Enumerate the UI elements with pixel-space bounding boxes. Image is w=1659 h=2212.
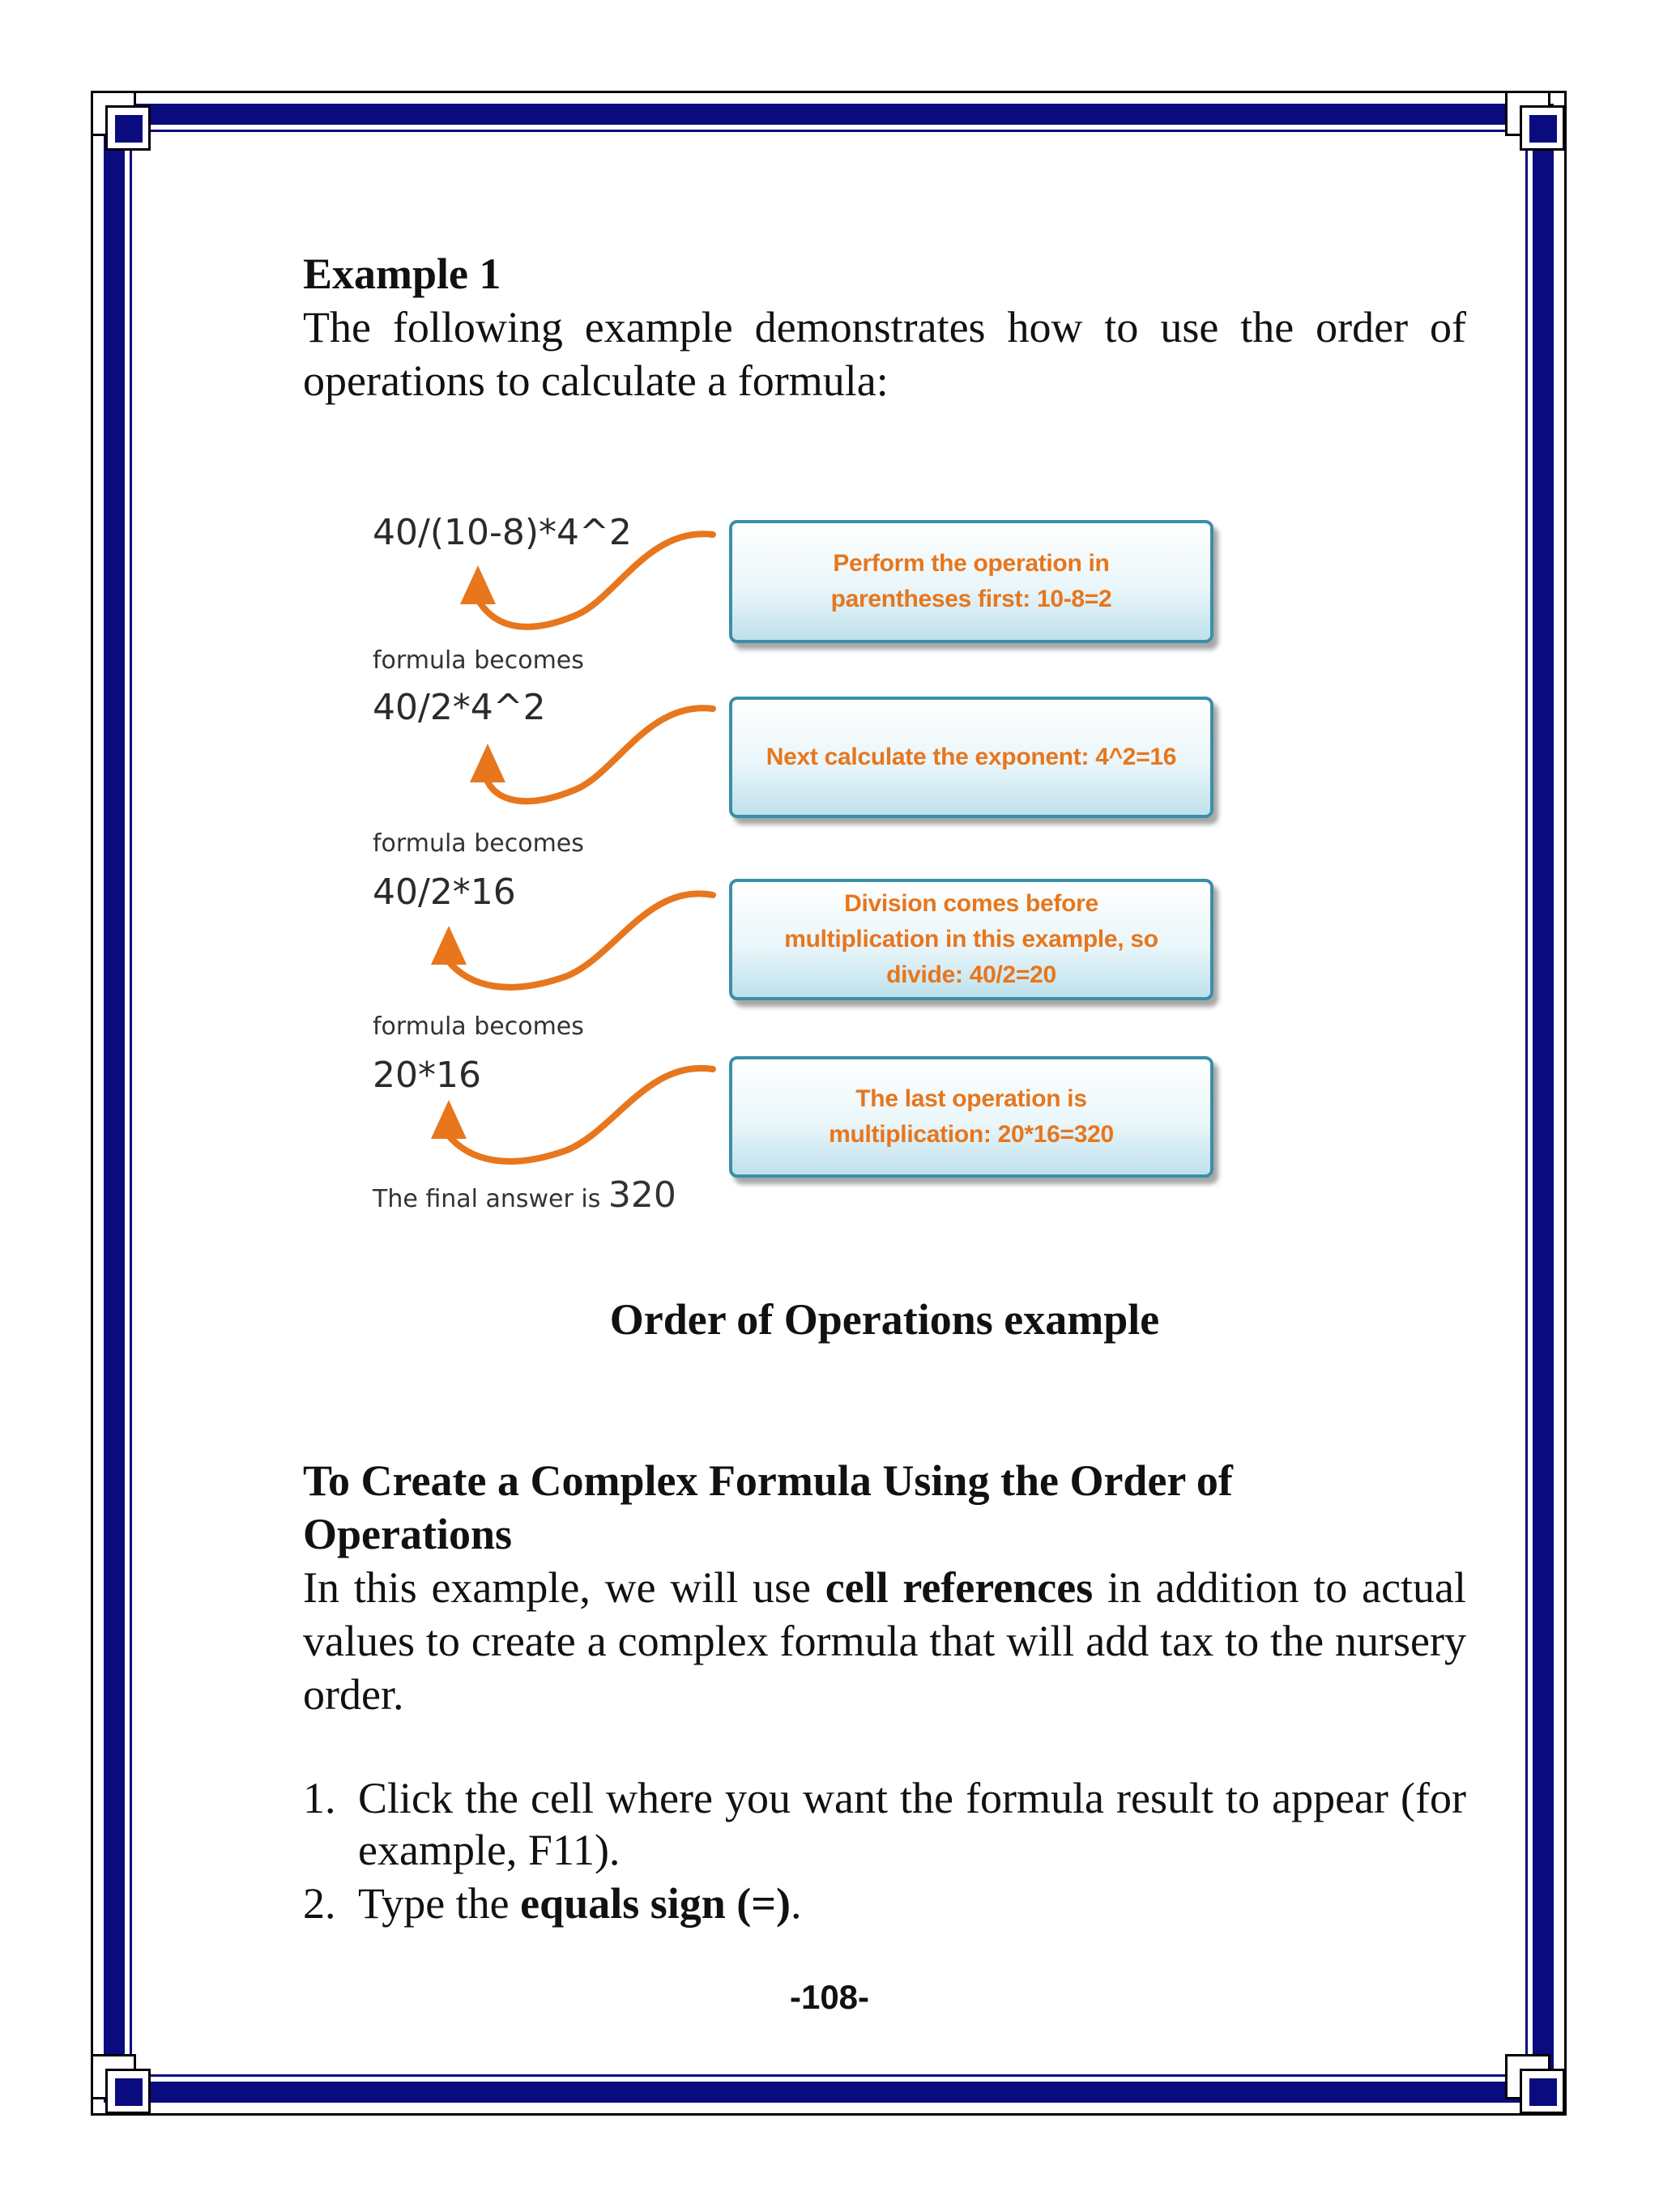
example-heading: Example 1 bbox=[303, 249, 501, 298]
formula-step-1: 40/(10-8)*4^2 bbox=[373, 512, 632, 553]
formula-becomes-label-3: formula becomes bbox=[373, 1012, 584, 1041]
corner-ornament-bottom-right bbox=[1505, 2054, 1567, 2116]
callout-2-text: Next calculate the exponent: 4^2=16 bbox=[766, 744, 1177, 770]
corner-ornament-top-left bbox=[91, 91, 152, 152]
corner-ornament-bottom-left bbox=[91, 2054, 152, 2116]
step-1 bbox=[303, 1772, 1466, 1876]
arrow-3-head bbox=[431, 926, 467, 965]
formula-becomes-label-1: formula becomes bbox=[373, 646, 584, 675]
step-2-text-end: . bbox=[791, 1879, 802, 1928]
callout-3 bbox=[729, 879, 1213, 1000]
callout-4-text: The last operation is multiplication: 20*16=320 bbox=[829, 1085, 1114, 1148]
formula-step-4: 20*16 bbox=[373, 1055, 481, 1096]
corner-ornament-top-right bbox=[1505, 91, 1567, 152]
step-2 bbox=[303, 1877, 1466, 1929]
formula-step-2: 40/2*4^2 bbox=[373, 687, 546, 728]
page-number: -108- bbox=[789, 1978, 870, 2016]
section-paragraph-start: In this example, we will use bbox=[303, 1563, 811, 1612]
arrow-4 bbox=[447, 1068, 713, 1161]
arrow-4-head bbox=[431, 1100, 467, 1139]
callout-1 bbox=[729, 520, 1213, 643]
formula-becomes-label-2: formula becomes bbox=[373, 829, 584, 858]
step-2-text bbox=[358, 1877, 1466, 1929]
example-intro: The following example demonstrates how to use the order of operations to calculate a formula: bbox=[303, 303, 1466, 405]
step-1-text: Click the cell where you want the formula result to appear (for example, F11). bbox=[358, 1774, 1466, 1874]
section-paragraph bbox=[303, 1561, 1466, 1721]
formula-step-3: 40/2*16 bbox=[373, 872, 516, 913]
section-paragraph-end: in addition to actual values to create a complex formula that will add tax to the nursery order. bbox=[303, 1563, 1467, 1719]
final-answer bbox=[373, 1174, 676, 1216]
step-2-number: 2. bbox=[303, 1879, 336, 1928]
diagram-caption: Order of Operations example bbox=[609, 1295, 1160, 1344]
callout-1-text: Perform the operation in parentheses first: 10-8=2 bbox=[830, 550, 1112, 612]
callout-3-text: Division comes before multiplication in this example, so divide: 40/2=20 bbox=[784, 890, 1158, 988]
callout-4 bbox=[729, 1056, 1213, 1178]
section-paragraph-bold: cell references bbox=[825, 1563, 1094, 1612]
final-answer-value: 320 bbox=[608, 1174, 676, 1216]
step-1-number: 1. bbox=[303, 1774, 336, 1822]
arrow-1-head bbox=[460, 565, 496, 604]
final-answer-label: The final answer is bbox=[373, 1185, 601, 1213]
order-of-operations-diagram bbox=[356, 502, 1239, 1231]
arrow-2-head bbox=[470, 744, 505, 782]
callout-2 bbox=[729, 697, 1213, 818]
step-2-text-bold: equals sign (=) bbox=[520, 1879, 791, 1928]
step-2-text-start: Type the bbox=[358, 1879, 510, 1928]
section-heading: To Create a Complex Formula Using the Order of Operations bbox=[303, 1456, 1233, 1558]
